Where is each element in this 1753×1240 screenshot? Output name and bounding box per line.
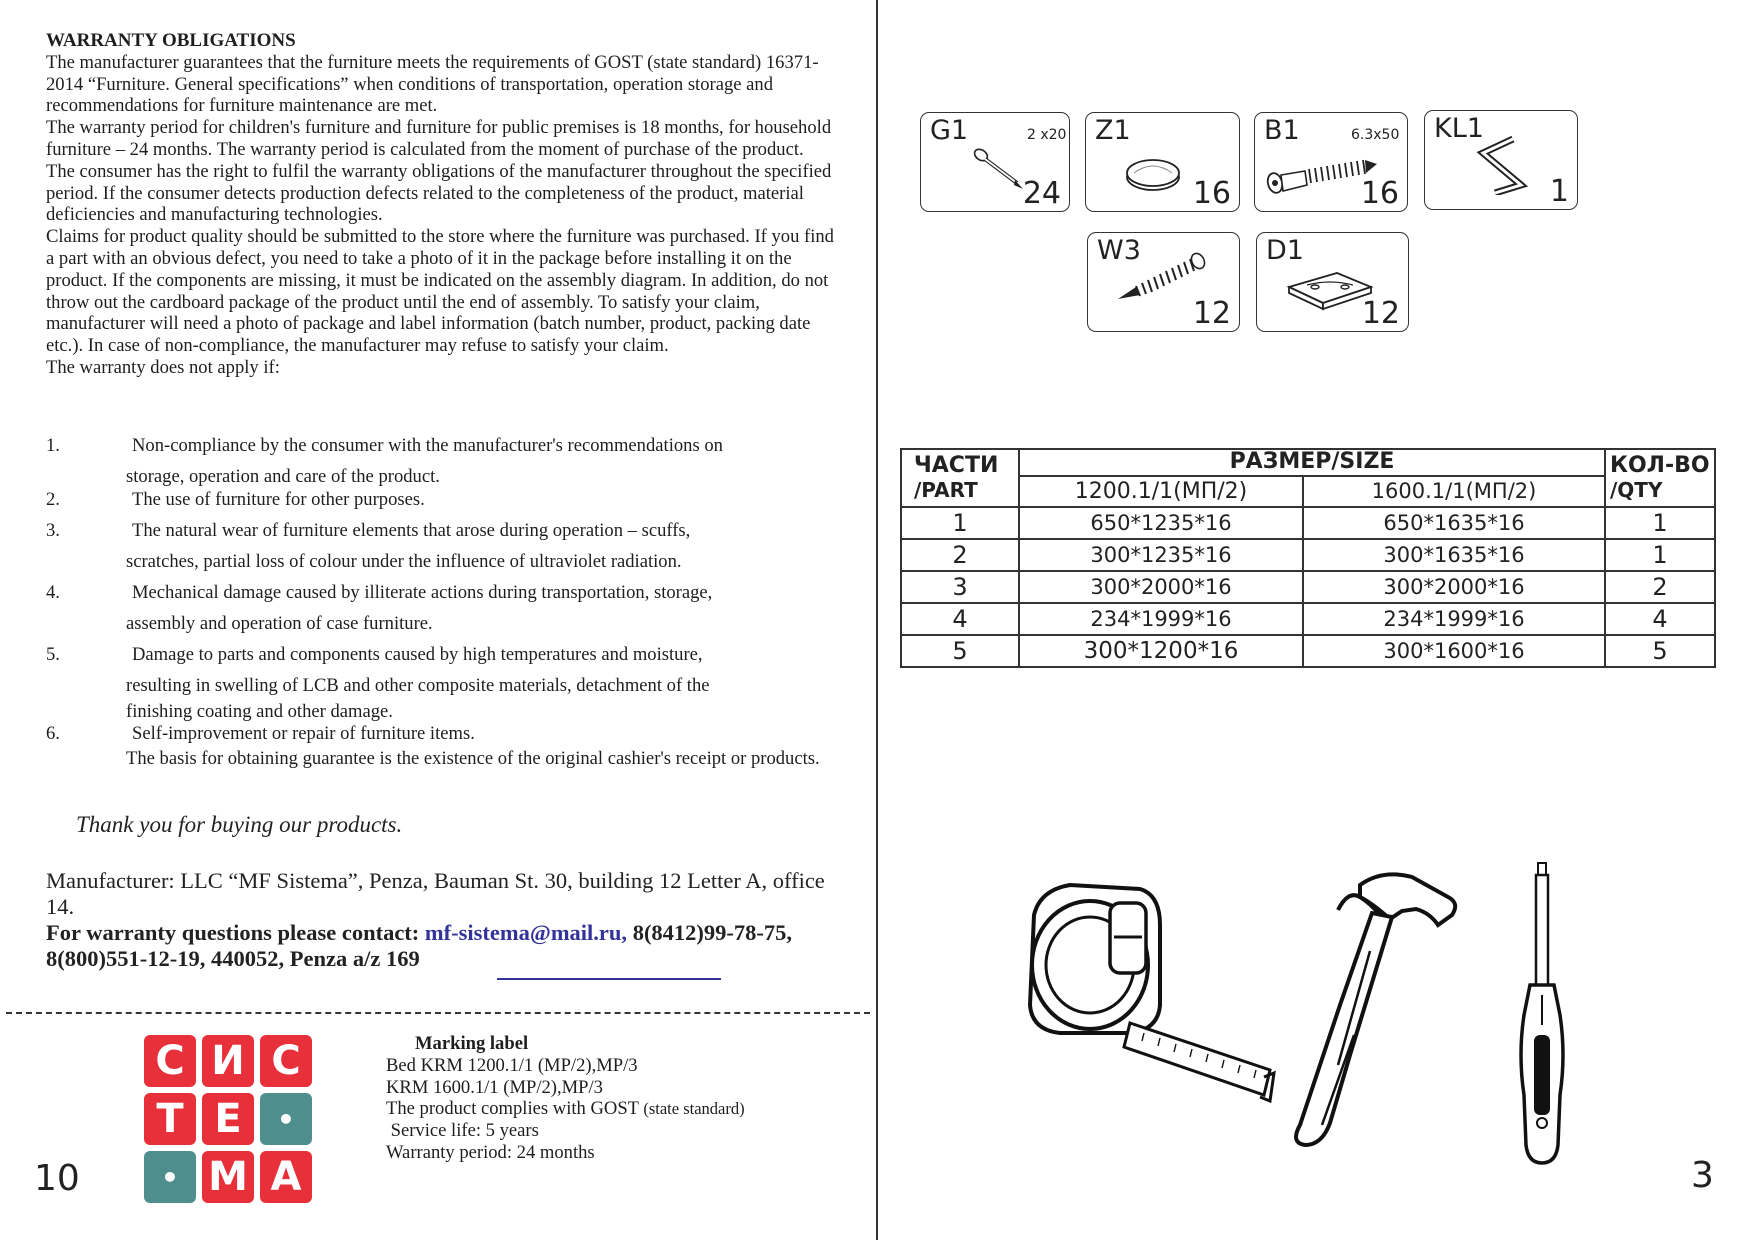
list-item-text: Self-improvement or repair of furniture items. <box>132 723 475 744</box>
list-item-text: scratches, partial loss of colour under the influence of ultraviolet radiation. <box>126 551 682 572</box>
list-item-text: resulting in swelling of LCB and other composite materials, detachment of the <box>126 675 710 696</box>
list-item-number: 1. <box>46 435 60 456</box>
list-item-text: Non-compliance by the consumer with the manufacturer's recommendations on <box>132 435 723 456</box>
table-header-parts <box>901 449 1019 507</box>
cap-icon <box>1122 153 1184 195</box>
confirmat-screw-icon <box>1265 155 1385 197</box>
logo-letter: Е <box>202 1093 254 1145</box>
hardware-item-z1 <box>1085 112 1240 212</box>
hardware-item-kl1 <box>1424 110 1578 210</box>
table-cell: 4 <box>901 603 1019 635</box>
logo-dot: • <box>260 1093 312 1145</box>
email-underline <box>497 978 721 980</box>
table-row <box>901 603 1715 635</box>
marking-label <box>386 1033 846 1164</box>
logo-letter: А <box>260 1151 312 1203</box>
logo-letter: М <box>202 1151 254 1203</box>
table-row <box>901 635 1715 667</box>
hardware-qty: 16 <box>1192 176 1231 211</box>
header-text: ЧАСТИ <box>914 453 999 478</box>
thank-you-note: Thank you for buying our products. <box>76 812 403 837</box>
warranty-closing: The basis for obtaining guarantee is the existence of the original cashier's receipt or products. <box>126 748 820 769</box>
contact-prefix: For warranty questions please contact: <box>46 920 425 945</box>
slat-holder-icon <box>1285 269 1375 313</box>
hardware-code: B1 <box>1264 115 1300 146</box>
table-cell: 2 <box>1605 571 1715 603</box>
warranty-paragraph: The warranty does not apply if: <box>46 356 280 378</box>
table-cell: 300*2000*16 <box>1303 571 1605 603</box>
list-item-number: 3. <box>46 520 60 541</box>
header-text: КОЛ-ВО <box>1610 453 1710 478</box>
table-cell: 650*1235*16 <box>1019 507 1303 539</box>
table-row <box>901 571 1715 603</box>
table-cell: 300*1600*16 <box>1303 635 1605 667</box>
hardware-code: G1 <box>930 115 969 146</box>
logo-letter: И <box>202 1035 254 1087</box>
page-number: 3 <box>1691 1155 1714 1196</box>
table-cell: 1 <box>901 507 1019 539</box>
page-divider <box>876 0 878 1240</box>
warranty-contact <box>46 920 846 972</box>
table-cell: 300*1235*16 <box>1019 539 1303 571</box>
table-cell: 300*1635*16 <box>1303 539 1605 571</box>
marking-line: KRM 1600.1/1 (MP/2),MP/3 <box>386 1076 603 1098</box>
hardware-item-b1 <box>1254 112 1408 212</box>
marking-line <box>386 1098 846 1120</box>
table-cell: 3 <box>901 571 1019 603</box>
table-row <box>901 539 1715 571</box>
hardware-item-g1 <box>920 112 1070 212</box>
list-item-number: 6. <box>46 723 60 744</box>
hardware-qty: 24 <box>1022 176 1061 211</box>
table-cell: 234*1999*16 <box>1019 603 1303 635</box>
tape-measure-icon <box>1030 885 1274 1101</box>
page-number: 10 <box>34 1158 80 1199</box>
contact-email-link[interactable]: mf-sistema@mail.ru, <box>424 920 628 945</box>
cut-line <box>6 1012 870 1014</box>
hardware-item-d1 <box>1256 232 1409 332</box>
contact-details: 8(8412)99-78-75, 8(800)551-12-19, 440052, Penza a/z 169 <box>46 920 793 971</box>
logo-letter: С <box>260 1035 312 1087</box>
list-item-text: storage, operation and care of the product. <box>126 466 440 487</box>
header-text: /PART <box>914 478 978 502</box>
marking-line-main: The product complies with GOST <box>386 1098 644 1120</box>
warranty-paragraph: The warranty period for children's furniture and furniture for public premises is 18 months, for household furniture – 24 months. The warranty period is calculated from the moment of purchase of the product. <box>46 117 832 160</box>
list-item-text: The use of furniture for other purposes. <box>132 489 425 510</box>
list-item-text: Mechanical damage caused by illiterate actions during transportation, storage, <box>132 582 713 603</box>
list-item <box>46 515 856 577</box>
hardware-size: 6.3x50 <box>1351 127 1400 143</box>
logo-letter: Т <box>144 1093 196 1145</box>
list-item <box>46 723 856 745</box>
warranty-section <box>46 30 846 379</box>
list-item <box>46 577 856 639</box>
hardware-code: D1 <box>1266 235 1304 266</box>
warranty-paragraph: The manufacturer guarantees that the furniture meets the requirements of GOST (state standard) 16371-2014 “Furniture. General specifications” when conditions of transportation, operation storage and recommendations for furniture maintenance are met. <box>46 51 819 117</box>
table-row <box>901 507 1715 539</box>
list-item-text: finishing coating and other damage. <box>126 701 393 722</box>
warranty-paragraph: The consumer has the right to fulfil the warranty obligations of the manufacturer throughout the specified period. If the consumer detects production defects related to the completeness of the product, material deficiencies and manufacturing technologies. <box>46 160 832 226</box>
hardware-size: 2 x20 <box>1027 127 1067 143</box>
list-item <box>46 639 856 723</box>
list-item-number: 4. <box>46 582 60 603</box>
header-text: /QTY <box>1610 478 1663 502</box>
hardware-qty: 16 <box>1360 176 1399 211</box>
hardware-code: W3 <box>1097 235 1141 266</box>
table-header-size: РАЗМЕР/SIZE <box>1019 449 1605 476</box>
list-item-text: Damage to parts and components caused by high temperatures and moisture, <box>132 644 703 665</box>
hardware-qty: 12 <box>1192 296 1231 331</box>
list-item-text: The natural wear of furniture elements that arose during operation – scuffs, <box>132 520 691 541</box>
table-cell: 1 <box>1605 539 1715 571</box>
marking-line: Service life: 5 years <box>386 1120 539 1142</box>
table-cell: 4 <box>1605 603 1715 635</box>
hardware-code: KL1 <box>1434 113 1484 144</box>
list-item-number: 5. <box>46 644 60 665</box>
table-cell: 300*1200*16 <box>1019 635 1303 667</box>
list-item <box>46 484 856 515</box>
tools-illustration <box>1020 855 1640 1185</box>
marking-line: Bed KRM 1200.1/1 (MP/2),MP/3 <box>386 1054 638 1076</box>
table-header-qty <box>1605 449 1715 507</box>
logo-dot: • <box>144 1151 196 1203</box>
warranty-paragraph: Claims for product quality should be submitted to the store where the furniture was purchased. If you find a part with an obvious defect, you need to take a photo of it in the package before installing it on the product. If the components are missing, it must be indicated on the assembly diagram. In addition, do not throw out the cardboard package of the product until the end of assembly. To satisfy your claim, manufacturer will need a photo of package and label information (batch number, product, packing date etc.). In case of non-compliance, the manufacturer may refuse to satisfy your claim. <box>46 226 834 357</box>
table-header-size-1200: 1200.1/1(МП/2) <box>1019 476 1303 507</box>
manufacturer-info: Manufacturer: LLC “MF Sistema”, Penza, Bauman St. 30, building 12 Letter A, office 14. <box>46 868 825 919</box>
table-cell: 5 <box>901 635 1019 667</box>
marking-line: Warranty period: 24 months <box>386 1141 595 1163</box>
table-cell: 234*1999*16 <box>1303 603 1605 635</box>
hardware-qty: 12 <box>1361 296 1400 331</box>
parts-size-table <box>900 448 1716 668</box>
list-item <box>46 430 856 492</box>
screw-icon <box>1110 251 1210 301</box>
list-item-text: assembly and operation of case furniture. <box>126 613 433 634</box>
list-item-number: 2. <box>46 489 60 510</box>
hardware-item-w3 <box>1087 232 1240 332</box>
table-header-size-1600: 1600.1/1(МП/2) <box>1303 476 1605 507</box>
hardware-code: Z1 <box>1095 115 1131 146</box>
hammer-icon <box>1296 874 1455 1145</box>
table-cell: 300*2000*16 <box>1019 571 1303 603</box>
warranty-title: WARRANTY OBLIGATIONS <box>46 30 296 51</box>
table-cell: 5 <box>1605 635 1715 667</box>
table-cell: 650*1635*16 <box>1303 507 1605 539</box>
hardware-qty: 1 <box>1549 174 1569 209</box>
marking-line-small: (state standard) <box>643 1099 745 1119</box>
table-cell: 1 <box>1605 507 1715 539</box>
table-cell: 2 <box>901 539 1019 571</box>
logo-letter: С <box>144 1035 196 1087</box>
warranty-exclusions-list <box>46 430 856 745</box>
nail-icon <box>971 145 1031 195</box>
hex-key-icon <box>1475 135 1535 195</box>
screwdriver-icon <box>1521 863 1563 1163</box>
marking-title: Marking label <box>415 1033 529 1054</box>
sistema-logo <box>144 1035 312 1203</box>
